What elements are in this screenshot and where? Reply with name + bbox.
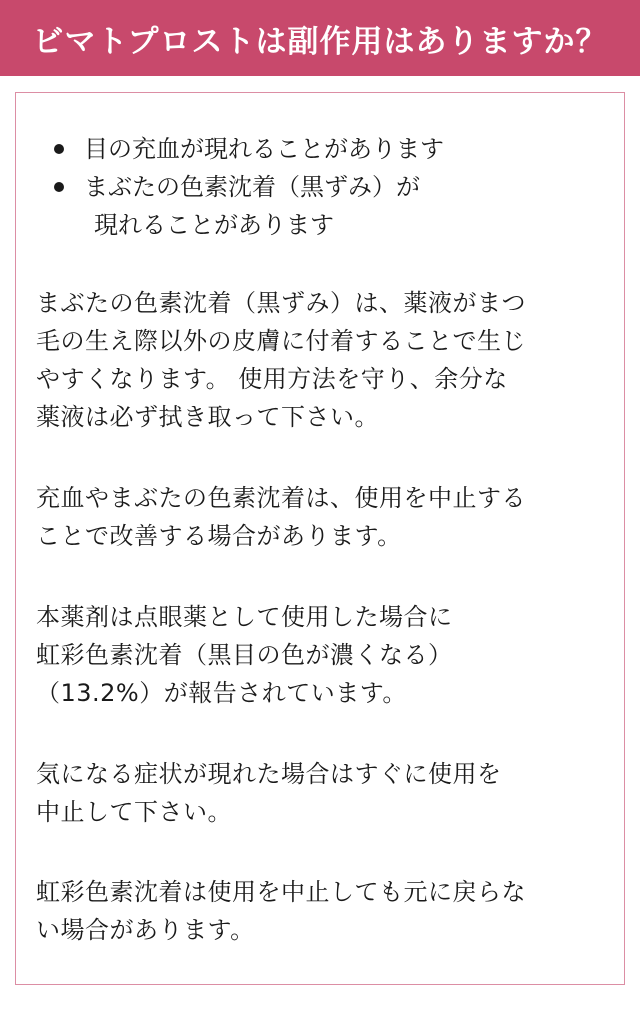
paragraph-pigmentation xyxy=(36,284,616,436)
paragraph-improvement xyxy=(36,479,616,555)
paragraph-line: 毛の生え際以外の皮膚に付着することで生じ xyxy=(36,327,526,355)
page-title: ビマトプロストは副作用はありますか？ xyxy=(32,23,608,60)
paragraph-line: 虹彩色素沈着は使用を中止しても元に戻らな xyxy=(36,878,526,906)
paragraph-iris-report xyxy=(36,598,616,712)
paragraph-stop-use xyxy=(36,755,616,831)
list-item xyxy=(54,168,444,244)
list-item-text-continued: 現れることがあります xyxy=(94,211,334,239)
paragraph-line: 中止して下さい。 xyxy=(36,798,232,826)
paragraph-line: い場合があります。 xyxy=(36,916,255,944)
list-item-text: まぶたの色素沈着（黒ずみ）が xyxy=(84,173,420,201)
page-header xyxy=(0,0,640,76)
bullet-icon xyxy=(54,182,64,192)
side-effects-list xyxy=(54,130,444,244)
paragraph-line: 虹彩色素沈着（黒目の色が濃くなる） xyxy=(36,641,453,669)
paragraph-line: やすくなります。 使用方法を守り、余分な xyxy=(36,365,508,393)
paragraph-line: 薬液は必ず拭き取って下さい。 xyxy=(36,403,379,431)
paragraph-irreversible xyxy=(36,873,616,949)
paragraph-line: まぶたの色素沈着（黒ずみ）は、薬液がまつ xyxy=(36,289,526,317)
paragraph-line: （13.2%）が報告されています。 xyxy=(36,679,407,707)
paragraph-line: 充血やまぶたの色素沈着は、使用を中止する xyxy=(36,484,526,512)
list-item xyxy=(54,130,444,168)
paragraph-line: 気になる症状が現れた場合はすぐに使用を xyxy=(36,760,502,788)
bullet-icon xyxy=(54,144,64,154)
paragraph-line: 本薬剤は点眼薬として使用した場合に xyxy=(36,603,453,631)
list-item-text: 目の充血が現れることがあります xyxy=(84,135,444,163)
paragraph-line: ことで改善する場合があります。 xyxy=(36,522,402,550)
